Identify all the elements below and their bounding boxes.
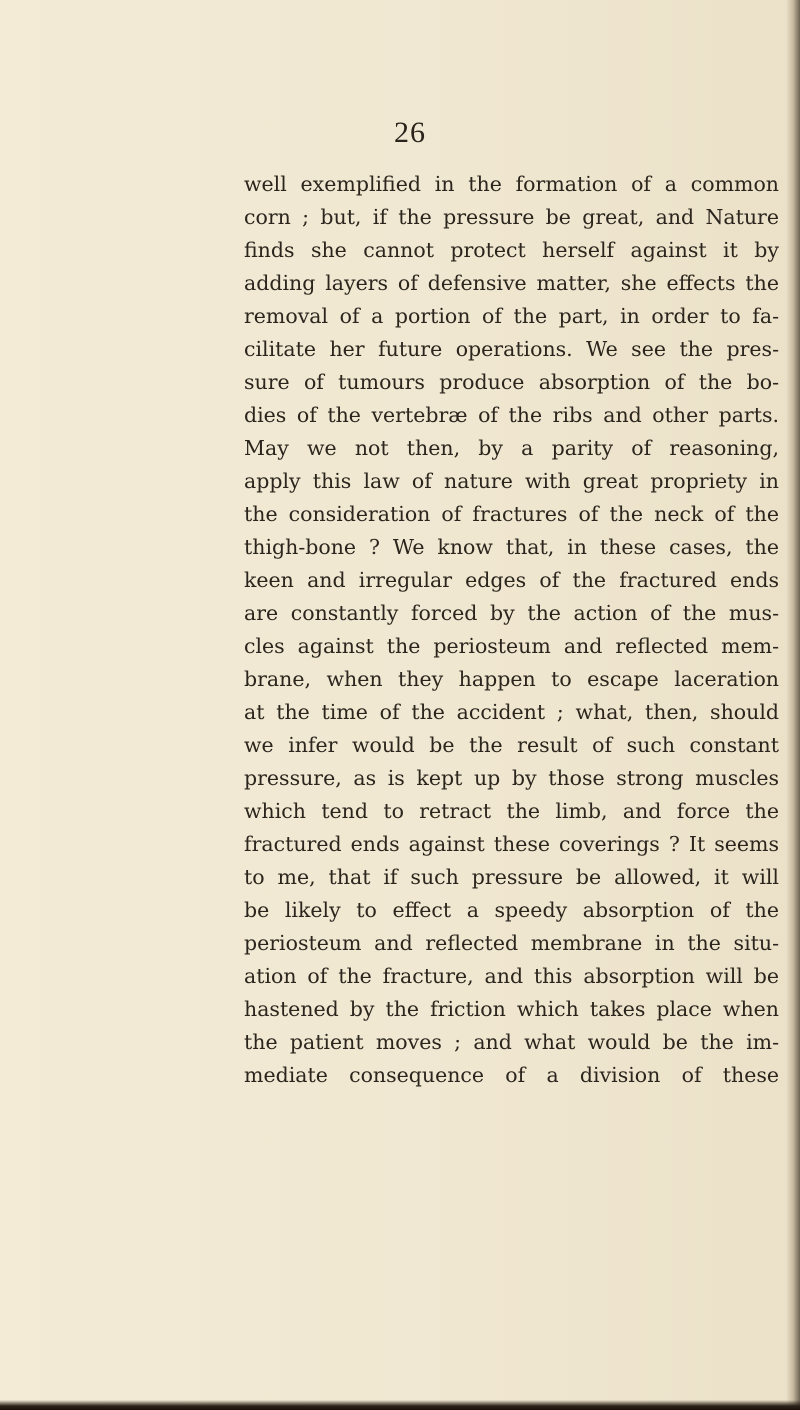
page-number: 26	[394, 116, 426, 149]
text-line: brane, when they happen to escape laceration	[244, 667, 779, 691]
text-line: at the time of the accident ; what, then, should	[244, 700, 779, 724]
text-line: removal of a portion of the part, in order to fa-	[244, 304, 779, 328]
body-text	[244, 168, 779, 1092]
text-line: sure of tumours produce absorption of the bo-	[244, 370, 779, 394]
page-edge-shadow	[786, 0, 800, 1410]
text-line: finds she cannot protect herself against it by	[244, 238, 779, 262]
text-line: to me, that if such pressure be allowed, it will	[244, 865, 779, 889]
text-line: pressure, as is kept up by those strong muscles	[244, 766, 779, 790]
page-bottom-edge	[0, 1400, 800, 1410]
text-line: the consideration of fractures of the neck of the	[244, 502, 779, 526]
text-line: we infer would be the result of such constant	[244, 733, 779, 757]
text-line: ation of the fracture, and this absorption will be	[244, 964, 779, 988]
text-line: fractured ends against these coverings ? It seems	[244, 832, 779, 856]
text-line: mediate consequence of a division of these	[244, 1063, 779, 1087]
text-line: well exemplified in the formation of a common	[244, 172, 779, 196]
text-line: cles against the periosteum and reflected mem-	[244, 634, 779, 658]
text-line: the patient moves ; and what would be the im-	[244, 1030, 779, 1054]
text-line: May we not then, by a parity of reasoning,	[244, 436, 779, 460]
text-line: periosteum and reflected membrane in the situ-	[244, 931, 779, 955]
text-line: corn ; but, if the pressure be great, and Nature	[244, 205, 779, 229]
text-line: be likely to effect a speedy absorption of the	[244, 898, 779, 922]
text-line: adding layers of defensive matter, she effects the	[244, 271, 779, 295]
text-line: thigh-bone ? We know that, in these cases, the	[244, 535, 779, 559]
text-line: apply this law of nature with great propriety in	[244, 469, 779, 493]
text-line: are constantly forced by the action of the mus-	[244, 601, 779, 625]
text-line: keen and irregular edges of the fractured ends	[244, 568, 779, 592]
text-line: dies of the vertebræ of the ribs and other parts.	[244, 403, 779, 427]
text-line: which tend to retract the limb, and force the	[244, 799, 779, 823]
text-line: cilitate her future operations. We see the pres-	[244, 337, 779, 361]
text-line: hastened by the friction which takes place when	[244, 997, 779, 1021]
